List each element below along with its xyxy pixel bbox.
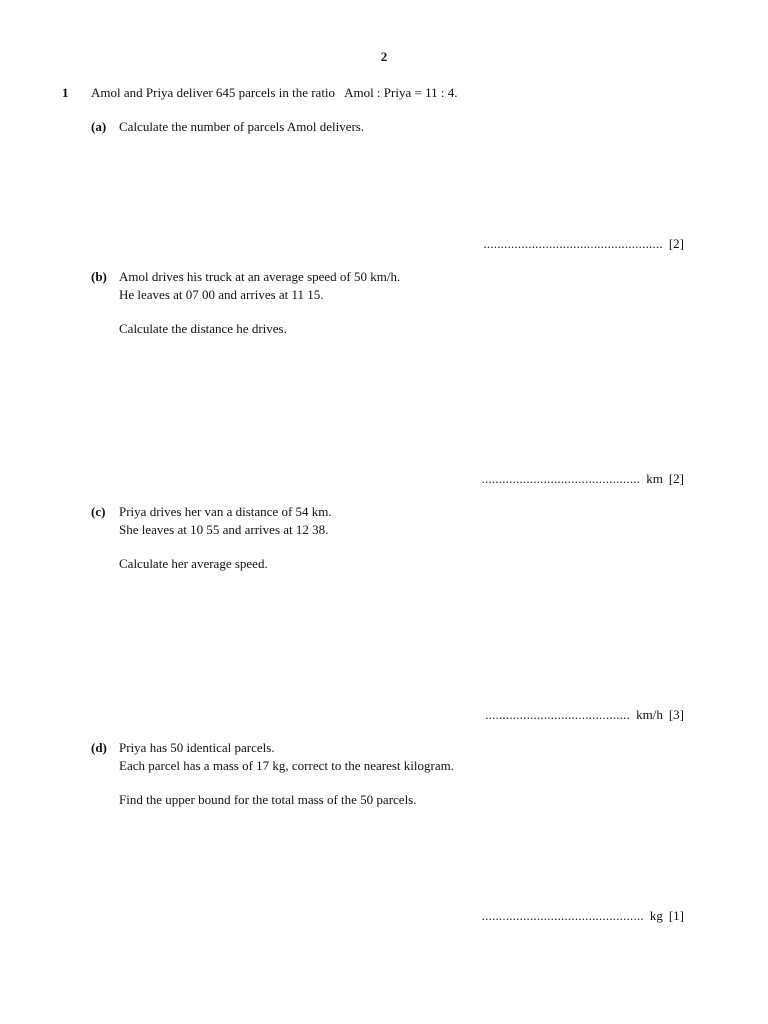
part-c-label: (c) [91,504,106,519]
marks-label: [2] [668,471,684,486]
marks-label: [2] [668,236,684,251]
unit-label: km/h [636,707,663,722]
part-c-line-2: She leaves at 10 55 and arrives at 12 38. [119,522,329,537]
part-a-label: (a) [91,119,107,134]
part-a-answer-line[interactable] [483,235,684,252]
unit-label: kg [649,908,663,923]
part-c-line-1: Priya drives her van a distance of 54 km. [119,504,332,519]
part-b-instruction: Calculate the distance he drives. [119,321,287,336]
part-b-line-2: He leaves at 07 00 and arrives at 11 15. [119,287,324,302]
answer-dots[interactable]: ............................................... [481,908,644,923]
part-b-answer-line[interactable] [482,470,685,487]
unit-label: km [646,471,663,486]
part-d-label: (d) [91,740,107,755]
part-a-question: Calculate the number of parcels Amol delivers. [119,119,365,134]
part-b-line-1: Amol drives his truck at an average speed of 50 km/h. [119,269,401,284]
marks-label: [1] [668,908,684,923]
part-d-line-2: Each parcel has a mass of 17 kg, correct to the nearest kilogram. [119,758,454,773]
answer-dots[interactable]: .................................................... [483,236,663,251]
part-d-instruction: Find the upper bound for the total mass of the 50 parcels. [119,792,417,807]
part-b-label: (b) [91,269,107,284]
part-d-answer-line[interactable] [482,907,684,924]
question-number: 1 [62,85,69,100]
page-number: 2 [380,49,388,64]
answer-dots[interactable]: .......................................... [485,707,631,722]
part-d-line-1: Priya has 50 identical parcels. [119,740,275,755]
part-c-instruction: Calculate her average speed. [119,556,268,571]
marks-label: [3] [668,707,684,722]
answer-dots[interactable]: .............................................. [481,471,641,486]
part-c-answer-line[interactable] [485,706,684,723]
question-stem: Amol and Priya deliver 645 parcels in the ratio Amol : Priya = 11 : 4. [91,85,458,100]
